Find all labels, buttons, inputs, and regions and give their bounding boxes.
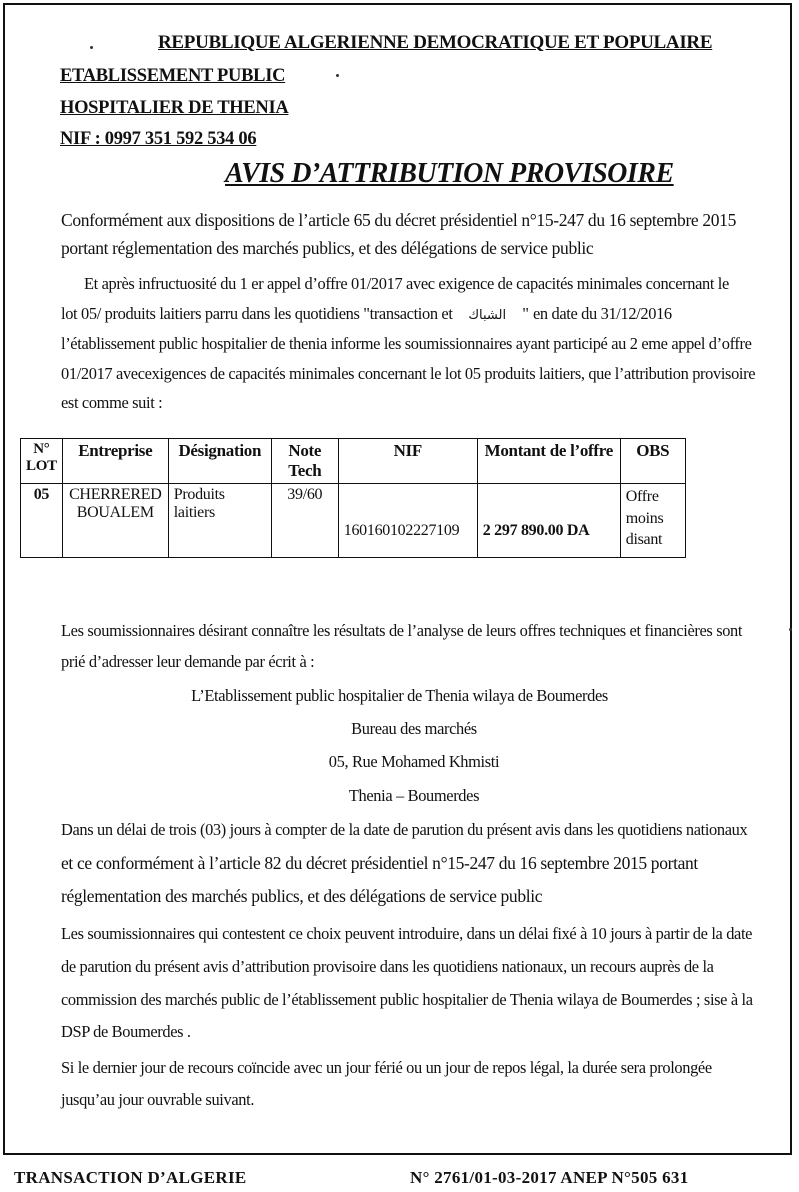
cell-obs: Offre moins disant <box>620 484 685 558</box>
document-title: AVIS D’ATTRIBUTION PROVISOIRE <box>225 158 674 189</box>
header-montant: Montant de l’offre <box>477 439 620 484</box>
body-p3-line-3: commission des marchés public de l’établissement public hospitalier de Thenia wilaya de Boumerdes ; sise à la <box>61 990 753 1009</box>
intro-line-5: l’établissement public hospitalier de thenia informe les soumissionnaires ayant participé au 2 eme appel d’offre <box>61 334 752 353</box>
table-row <box>21 484 686 558</box>
header-obs: OBS <box>620 439 685 484</box>
scan-speck <box>789 628 792 631</box>
header-lot: N° LOT <box>21 439 63 484</box>
address-line-1: L’Etablissement public hospitalier de Thenia wilaya de Boumerdes <box>191 686 608 705</box>
attribution-table <box>20 438 686 558</box>
intro-line-7: est comme suit : <box>61 393 163 412</box>
scan-speck <box>336 74 339 77</box>
cell-entreprise: CHERRERED BOUALEM <box>62 484 168 558</box>
header-etablissement-line1: ETABLISSEMENT PUBLIC <box>60 66 286 86</box>
intro-line-2: portant réglementation des marchés publics, et des délégations de service public <box>61 238 594 258</box>
header-etablissement-line2: HOSPITALIER DE THENIA <box>60 98 289 118</box>
intro-line-4a: lot 05/ produits laitiers parru dans les quotidiens "transaction et <box>61 304 453 323</box>
cell-nif: 160160102227109 <box>338 484 477 558</box>
header-nif: NIF : 0997 351 592 534 06 <box>60 129 257 149</box>
intro-arabic-newspaper: الشباك <box>468 308 507 323</box>
body-p1-line-1: Les soumissionnaires désirant connaître les résultats de l’analyse de leurs offres techniques et financières sont <box>61 621 743 640</box>
address-line-3: 05, Rue Mohamed Khmisti <box>328 752 500 771</box>
table-header-row <box>21 439 686 484</box>
cell-note: 39/60 <box>271 484 338 558</box>
footer-newspaper: TRANSACTION D’ALGERIE <box>14 1168 247 1187</box>
body-p1-line-2: prié d’adresser leur demande par écrit à : <box>61 652 315 671</box>
body-p2-line-2: et ce conformément à l’article 82 du décret présidentiel n°15-247 du 16 septembre 2015 portant <box>61 853 698 873</box>
intro-line-1: Conformément aux dispositions de l’article 65 du décret présidentiel n°15-247 du 16 septembre 2015 <box>61 210 736 230</box>
header-entreprise: Entreprise <box>62 439 168 484</box>
address-line-2: Bureau des marchés <box>351 719 477 738</box>
body-p3-line-1: Les soumissionnaires qui contestent ce choix peuvent introduire, dans un délai fixé à 10 jours à partir de la date <box>61 924 753 943</box>
body-p4-line-1: Si le dernier jour de recours coïncide avec un jour férié ou un jour de repos légal, la durée sera prolongée <box>61 1058 712 1077</box>
footer-reference: N° 2761/01-03-2017 ANEP N°505 631 <box>410 1168 689 1187</box>
body-p3-line-2: de parution du présent avis d’attribution provisoire dans les quotidiens nationaux, un recours auprès de la <box>61 957 714 976</box>
cell-montant: 2 297 890.00 DA <box>477 484 620 558</box>
scan-speck <box>90 46 93 49</box>
header-nif: NIF <box>338 439 477 484</box>
intro-line-6: 01/2017 avecexigences de capacités minimales concernant le lot 05 produits laitiers, que l’attribution provisoire <box>61 364 756 383</box>
address-line-4: Thenia – Boumerdes <box>348 786 480 805</box>
intro-line-3: Et après infructuosité du 1 er appel d’offre 01/2017 avec exigence de capacités minimales concernant le <box>84 274 729 293</box>
cell-designation: Produits laitiers <box>168 484 271 558</box>
cell-lot: 05 <box>21 484 63 558</box>
body-p2-line-3: réglementation des marchés publics, et des délégations de service public <box>61 886 543 906</box>
header-designation: Désignation <box>168 439 271 484</box>
intro-line-4 <box>61 304 672 324</box>
body-p2-line-1: Dans un délai de trois (03) jours à compter de la date de parution du présent avis dans les quotidiens nationaux <box>61 820 748 839</box>
body-p4-line-2: jusqu’au jour ouvrable suivant. <box>61 1090 255 1109</box>
body-p3-line-4: DSP de Boumerdes . <box>61 1022 191 1041</box>
header-republique: REPUBLIQUE ALGERIENNE DEMOCRATIQUE ET POPULAIRE <box>158 32 713 53</box>
header-note: Note Tech <box>271 439 338 484</box>
intro-line-4b: " en date du 31/12/2016 <box>522 304 672 323</box>
